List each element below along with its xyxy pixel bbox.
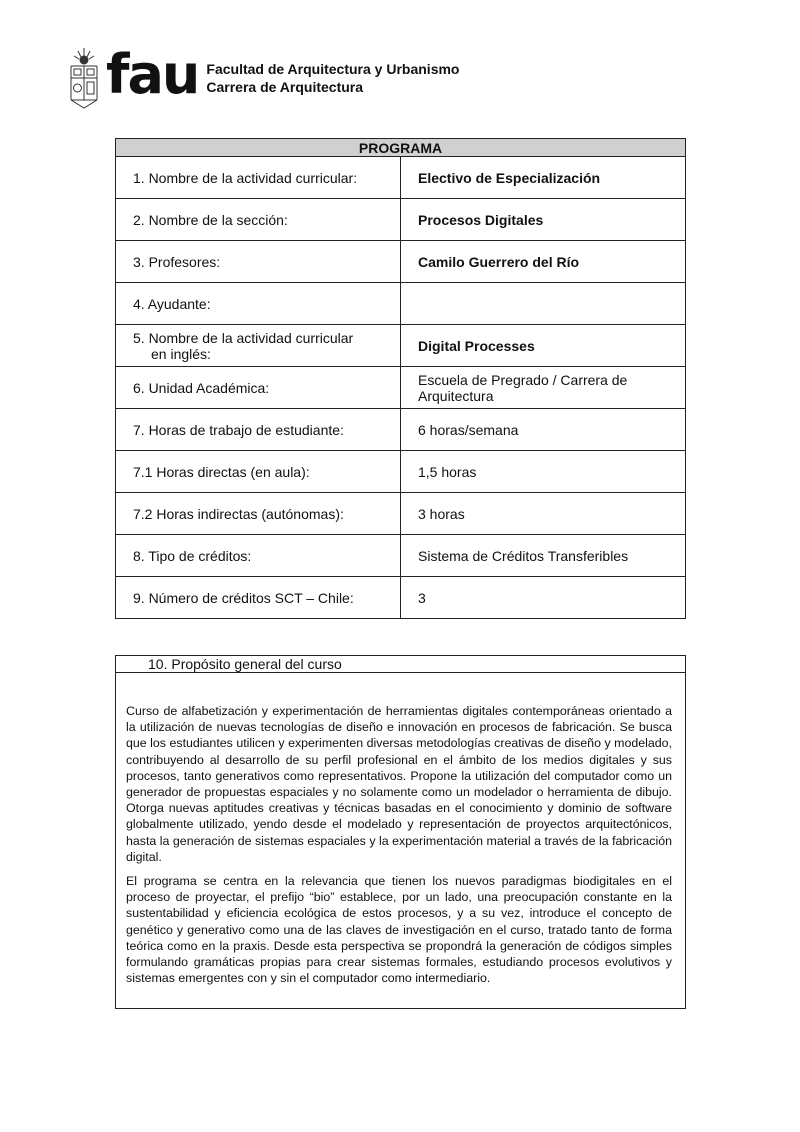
row-label: 6. Unidad Académica: xyxy=(116,367,401,409)
row-label: 7.1 Horas directas (en aula): xyxy=(116,451,401,493)
university-seal-icon xyxy=(68,46,100,110)
proposito-section xyxy=(115,655,686,1009)
row-label: 3. Profesores: xyxy=(116,241,401,283)
faculty-name: Facultad de Arquitectura y Urbanismo xyxy=(206,61,460,77)
row-value: 3 horas xyxy=(401,493,686,535)
table-row xyxy=(116,283,686,325)
row-value: Sistema de Créditos Transferibles xyxy=(401,535,686,577)
table-row xyxy=(116,577,686,619)
proposito-body xyxy=(116,673,685,986)
proposito-paragraph-1: Curso de alfabetización y experimentación de herramientas digitales contemporáneas orientado a la utilización de nuevas tecnologías de diseño e innovación en procesos de fabricación. Se busca que los estudiantes utilicen y experimenten diversas metodologías creativas de diseño y modelado, contribuyendo al desarrollo de su perfil profesional en el ámbito de los medios digitales y sus procesos, tanto generativos como representativos. Propone la utilización del computador como un generador de propuestas espaciales y no solamente como un modelador o herramienta de dibujo. Otorga nuevas aptitudes creativas y técnicas basadas en el conocimiento y dominio de software globalmente utilizado, yendo desde el modelado y representación de proyectos arquitectónicos, hasta la generación de sistemas espaciales y la experimentación material a través de la fabricación digital. xyxy=(126,704,672,864)
row-label: 1. Nombre de la actividad curricular: xyxy=(116,157,401,199)
table-row xyxy=(116,325,686,367)
career-name: Carrera de Arquitectura xyxy=(206,79,364,95)
table-row xyxy=(116,535,686,577)
fau-logo: fau xyxy=(106,43,199,106)
row-label xyxy=(116,325,401,367)
proposito-title: 10. Propósito general del curso xyxy=(116,656,685,673)
programa-table xyxy=(115,138,686,619)
row-value: Digital Processes xyxy=(401,325,686,367)
row-value: Electivo de Especialización xyxy=(401,157,686,199)
row-label: 7.2 Horas indirectas (autónomas): xyxy=(116,493,401,535)
programa-title: PROGRAMA xyxy=(116,139,686,157)
row-value: 3 xyxy=(401,577,686,619)
table-row xyxy=(116,367,686,409)
proposito-paragraph-2: El programa se centra en la relevancia que tienen los nuevos paradigmas biodigitales en el proceso de proyectar, el prefijo “bio” establece, por un lado, una preocupación constante en la sustentabilidad y eficiencia ecológica de estos procesos, y a su vez, introduce el concepto de genético y generativo como una de las claves de investigación en el curso, tratado tanto de forma teórica como en la praxis. Desde esta perspectiva se propondrá la generación de códigos simples formulando gramáticas propias para crear sistemas formales, estudiando procesos evolutivos y sistemas emergentes con y sin el computador como intermediario. xyxy=(126,874,672,986)
table-row xyxy=(116,409,686,451)
table-row xyxy=(116,199,686,241)
row-value-line2: Arquitectura xyxy=(418,387,494,404)
row-label-line2: en inglés: xyxy=(151,345,211,362)
row-label-line1: 5. Nombre de la actividad curricular xyxy=(133,329,354,346)
row-value-line1: Escuela de Pregrado / Carrera de xyxy=(418,371,628,388)
page-header xyxy=(68,44,459,112)
table-row xyxy=(116,241,686,283)
row-label: 2. Nombre de la sección: xyxy=(116,199,401,241)
row-label: 9. Número de créditos SCT – Chile: xyxy=(116,577,401,619)
row-value: Camilo Guerrero del Río xyxy=(401,241,686,283)
row-value xyxy=(401,367,686,409)
row-value: 1,5 horas xyxy=(401,451,686,493)
table-row xyxy=(116,493,686,535)
row-value xyxy=(401,283,686,325)
header-text xyxy=(206,60,459,96)
row-value: 6 horas/semana xyxy=(401,409,686,451)
row-label: 8. Tipo de créditos: xyxy=(116,535,401,577)
row-value: Procesos Digitales xyxy=(401,199,686,241)
table-row xyxy=(116,157,686,199)
table-row xyxy=(116,451,686,493)
row-label: 7. Horas de trabajo de estudiante: xyxy=(116,409,401,451)
row-label: 4. Ayudante: xyxy=(116,283,401,325)
